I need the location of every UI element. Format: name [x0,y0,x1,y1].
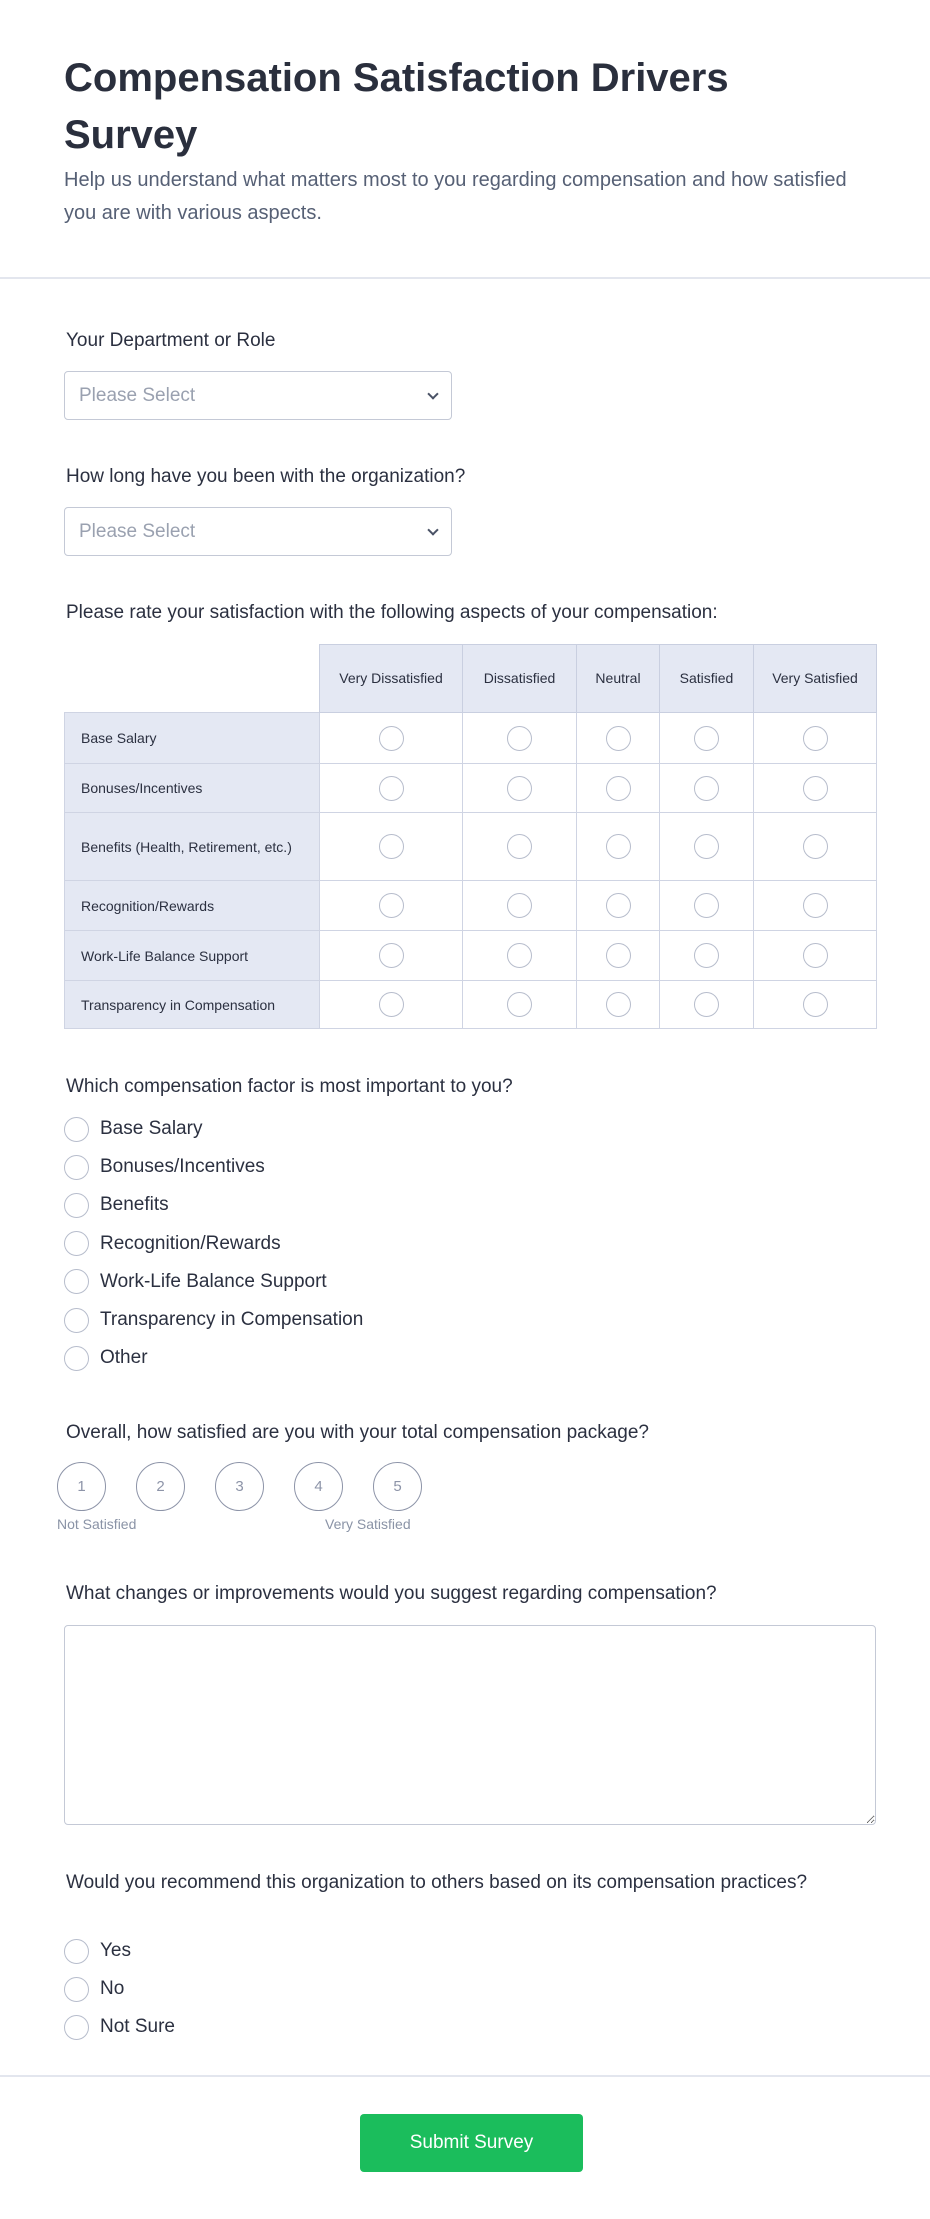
matrix-cell [577,981,660,1029]
department-select[interactable] [64,371,452,420]
matrix-cell [660,764,754,813]
matrix-radio[interactable] [379,834,404,859]
important-factor-option[interactable] [64,1344,148,1372]
option-label: Yes [100,1940,131,1961]
radio-button[interactable] [64,1193,89,1218]
matrix-row-label: Transparency in Compensation [65,981,320,1029]
page-subtitle: Help us understand what matters most to you regarding compensation and how satisfied you are with various aspects. [64,169,847,224]
matrix-radio[interactable] [803,992,828,1017]
matrix-radio[interactable] [694,776,719,801]
tenure-label: How long have you been with the organization? [66,466,466,487]
matrix-row [65,713,877,764]
tenure-placeholder: Please Select [79,520,196,542]
option-label: Other [100,1347,148,1369]
matrix-cell [754,813,877,881]
matrix-row [65,931,877,981]
matrix-radio[interactable] [803,834,828,859]
matrix-row-label: Base Salary [65,713,320,764]
chevron-down-icon [427,388,438,399]
matrix-cell [320,813,463,881]
matrix-radio[interactable] [694,726,719,751]
matrix-cell [660,881,754,931]
scale-option-4[interactable]: 4 [294,1462,343,1511]
matrix-cell [754,881,877,931]
changes-textarea[interactable] [64,1625,876,1825]
scale-option-3[interactable]: 3 [215,1462,264,1511]
radio-button[interactable] [64,1269,89,1294]
matrix-radio[interactable] [803,726,828,751]
matrix-radio[interactable] [507,992,532,1017]
matrix-column-header: Dissatisfied [463,645,577,713]
matrix-row-label: Benefits (Health, Retirement, etc.) [65,813,320,881]
department-placeholder: Please Select [79,384,196,406]
matrix-cell [577,764,660,813]
matrix-cell [463,981,577,1029]
matrix-radio[interactable] [606,992,631,1017]
changes-label: What changes or improvements would you suggest regarding compensation? [66,1583,717,1604]
radio-button[interactable] [64,1155,89,1180]
scale-option-2[interactable]: 2 [136,1462,185,1511]
matrix-radio[interactable] [606,893,631,918]
matrix-radio[interactable] [694,992,719,1017]
matrix-radio[interactable] [606,776,631,801]
matrix-radio[interactable] [379,992,404,1017]
matrix-label: Please rate your satisfaction with the following aspects of your compensation: [66,602,718,623]
option-label: Bonuses/Incentives [100,1156,265,1178]
matrix-radio[interactable] [803,893,828,918]
scale-option-1[interactable]: 1 [57,1462,106,1511]
matrix-radio[interactable] [379,943,404,968]
important-factor-option[interactable] [64,1191,169,1219]
recommend-option[interactable] [64,1975,124,2003]
matrix-cell [463,881,577,931]
matrix-cell [754,764,877,813]
matrix-radio[interactable] [606,943,631,968]
page-title: Compensation Satisfaction Drivers Survey [64,56,729,157]
matrix-cell [754,713,877,764]
option-label: Benefits [100,1194,169,1216]
matrix-cell [320,931,463,981]
matrix-radio[interactable] [694,943,719,968]
scale-option-5[interactable]: 5 [373,1462,422,1511]
divider [0,277,930,279]
scale-min-label: Not Satisfied [57,1516,137,1532]
matrix-cell [660,931,754,981]
option-label: Base Salary [100,1118,203,1139]
important-factor-label: Which compensation factor is most important to you? [66,1076,513,1097]
matrix-column-header: Very Dissatisfied [320,645,463,713]
important-factor-option[interactable] [64,1230,281,1258]
matrix-cell [463,713,577,764]
matrix-cell [320,764,463,813]
matrix-row-label: Work-Life Balance Support [65,931,320,981]
radio-button[interactable] [64,1977,89,2002]
department-label: Your Department or Role [66,330,276,351]
divider [0,2075,930,2077]
matrix-cell [660,713,754,764]
recommend-option[interactable] [64,2013,175,2041]
matrix-radio[interactable] [507,943,532,968]
radio-button[interactable] [64,1939,89,1964]
matrix-radio[interactable] [379,776,404,801]
matrix-radio[interactable] [606,726,631,751]
radio-button[interactable] [64,2015,89,2040]
option-label: Recognition/Rewards [100,1232,281,1254]
recommend-option[interactable] [64,1937,131,1965]
matrix-radio[interactable] [507,893,532,918]
matrix-corner [65,645,320,713]
matrix-row [65,764,877,813]
matrix-radio[interactable] [694,834,719,859]
matrix-cell [577,813,660,881]
matrix-row [65,813,877,881]
matrix-cell [320,713,463,764]
matrix-radio[interactable] [507,834,532,859]
matrix-row [65,981,877,1029]
option-label: Work-Life Balance Support [100,1270,327,1292]
matrix-cell [577,881,660,931]
matrix-cell [754,981,877,1029]
radio-button[interactable] [64,1308,89,1333]
matrix-radio[interactable] [507,726,532,751]
important-factor-option[interactable] [64,1153,265,1181]
matrix-cell [320,881,463,931]
matrix-radio[interactable] [694,893,719,918]
matrix-row-label: Bonuses/Incentives [65,764,320,813]
matrix-cell [320,981,463,1029]
chevron-down-icon [427,524,438,535]
option-label: Transparency in Compensation [100,1309,364,1330]
matrix-radio[interactable] [507,776,532,801]
matrix-row-label: Recognition/Rewards [65,881,320,931]
important-factor-option[interactable] [64,1115,202,1143]
overall-satisfaction-label: Overall, how satisfied are you with your total compensation package? [66,1422,649,1443]
matrix-column-header: Satisfied [660,645,754,713]
radio-button[interactable] [64,1117,89,1142]
important-factor-option[interactable] [64,1306,363,1334]
matrix-cell [463,764,577,813]
matrix-radio[interactable] [803,943,828,968]
matrix-radio[interactable] [803,776,828,801]
tenure-select[interactable] [64,507,452,556]
recommend-label: Would you recommend this organization to others based on its compensation practices? [66,1872,808,1893]
matrix-column-header: Very Satisfied [754,645,877,713]
matrix-radio[interactable] [379,726,404,751]
submit-survey-button[interactable]: Submit Survey [360,2114,583,2172]
matrix-cell [660,813,754,881]
matrix-row [65,881,877,931]
important-factor-option[interactable] [64,1268,327,1296]
matrix-cell [577,931,660,981]
radio-button[interactable] [64,1231,89,1256]
matrix-cell [754,931,877,981]
matrix-cell [463,931,577,981]
satisfaction-matrix [64,644,877,1029]
matrix-radio[interactable] [606,834,631,859]
option-label: Not Sure [100,2016,175,2038]
matrix-cell [577,713,660,764]
matrix-column-header: Neutral [577,645,660,713]
matrix-cell [660,981,754,1029]
matrix-cell [463,813,577,881]
matrix-radio[interactable] [379,893,404,918]
option-label: No [100,1978,125,2000]
scale-max-label: Very Satisfied [325,1516,411,1532]
radio-button[interactable] [64,1346,89,1371]
